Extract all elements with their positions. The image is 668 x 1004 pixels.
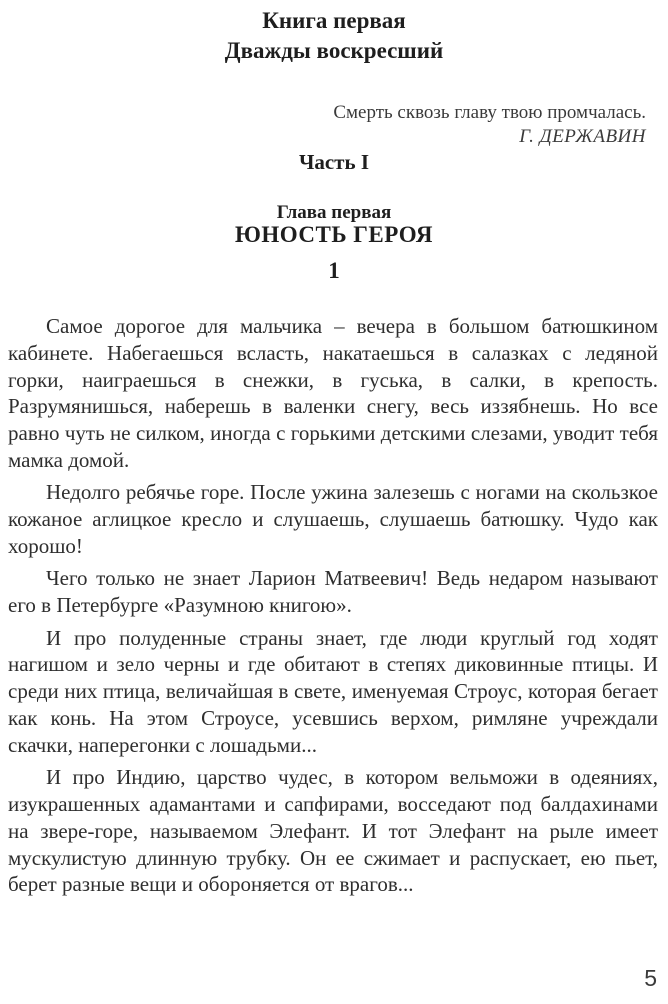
book-title-line1: Книга первая: [262, 8, 406, 33]
chapter-label: Глава первая: [276, 202, 392, 223]
paragraph: И про Индию, царство чудес, в котором вельможи в одеяниях, изукрашенных адамантами и сапфирами, восседают под балдахинами на звере-горе, называемом Элефант. И тот Элефант на рыле имеет мускулистую длинную трубку. Он ее сжимает и распускает, ею пьет, берет разные вещи и обороняется от врагов...: [8, 765, 658, 897]
epigraph-author: Г. ДЕРЖАВИН: [519, 126, 646, 147]
page-number: 5: [644, 965, 657, 991]
paragraph: И про полуденные страны знает, где люди круглый год ходят нагишом и зело черны и где обитают в степях диковинные птицы. И среди них птица, величайшая в свете, именуемая Строус, которая бегает как конь. На этом Строусе, усевшись верхом, римляне учреждали скачки, наперегонки с лошадьми...: [8, 625, 658, 757]
part-heading: Часть I: [298, 150, 370, 174]
body-text: [8, 313, 658, 904]
section-number: 1: [328, 258, 340, 283]
epigraph-text: Смерть сквозь главу твою промчалась.: [333, 102, 646, 123]
paragraph: Чего только не знает Ларион Матвеевич! Ведь недаром называют его в Петербурге «Разумною книгою».: [8, 566, 658, 618]
paragraph: Недолго ребячье горе. После ужина залезешь с ногами на скользкое кожаное аглицкое кресло и слушаешь, слушаешь батюшку. Чудо как хорошо!: [8, 480, 658, 558]
chapter-title: ЮНОСТЬ ГЕРОЯ: [234, 222, 434, 247]
epigraph: [333, 101, 646, 149]
paragraph: Самое дорогое для мальчика – вечера в большом батюшкином кабинете. Набегаешься всласть, накатаешься в салазках с ледяной горки, наиграешься в снежки, в гуська, в салки, в крепость. Разрумянишься, наберешь в валенки снегу, весь иззябнешь. Но все равно чуть не силком, иногда с горькими детскими слезами, уводит тебя мамка домой.: [8, 314, 658, 472]
book-title-line2: Дважды воскресший: [224, 38, 444, 63]
